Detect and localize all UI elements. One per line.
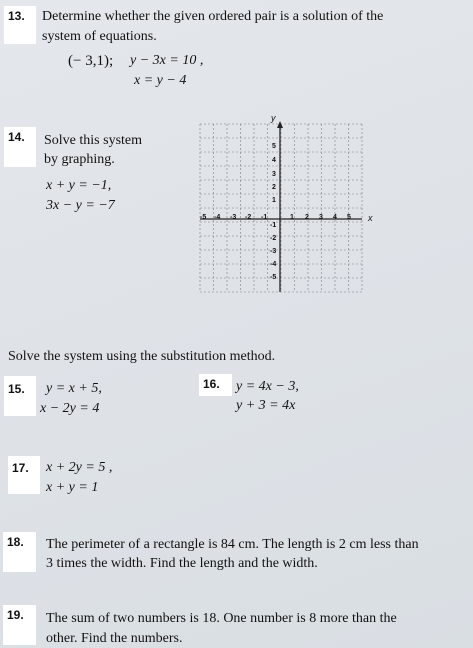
grid-lines <box>200 124 362 292</box>
y-tick-label: 3 <box>272 171 276 178</box>
problem-18-number <box>3 532 36 572</box>
x-tick-label: -5 <box>200 214 207 221</box>
y-axis-label: y <box>271 113 276 123</box>
problem-19-text-line1: The sum of two numbers is 18. One number is 8 more than the <box>46 611 397 626</box>
problem-13-text-line1: Determine whether the given ordered pair is a solution of the <box>42 9 384 24</box>
problem-14-equation-1: x + y = −1, <box>46 178 112 193</box>
x-tick-label: 2 <box>305 214 309 221</box>
problem-14-number <box>4 127 36 167</box>
y-tick-label: -2 <box>270 235 277 242</box>
y-tick-label: -5 <box>270 274 277 281</box>
x-tick-label: 1 <box>290 214 294 221</box>
x-axis-label: x <box>368 213 373 223</box>
section-heading: Solve the system using the substitution method. <box>8 349 276 364</box>
problem-16-number <box>199 374 232 396</box>
problem-18-number-text: 18. <box>7 535 24 549</box>
problem-13-number <box>4 6 36 44</box>
problem-16-equation-1: y = 4x − 3, <box>236 379 299 394</box>
problem-16-equation-2: y + 3 = 4x <box>236 398 296 413</box>
x-tick-label: 5 <box>347 214 351 221</box>
problem-15-equation-1: y = x + 5, <box>46 381 102 396</box>
y-tick-label: 5 <box>272 143 276 150</box>
problem-15-number <box>4 376 36 416</box>
problem-13-equation-2: x = y − 4 <box>134 73 187 88</box>
x-tick-label: 4 <box>333 214 337 221</box>
y-tick-label: -4 <box>270 261 277 268</box>
problem-14-equation-2: 3x − y = −7 <box>46 198 115 213</box>
problem-13-ordered-pair: (− 3,1); <box>68 53 114 69</box>
coordinate-grid <box>196 120 376 300</box>
y-axis-arrow-icon <box>277 121 283 128</box>
problem-17-equation-1: x + 2y = 5 , <box>46 460 113 475</box>
problem-19-text-line2: other. Find the numbers. <box>46 631 183 646</box>
y-tick-label: -3 <box>270 248 277 255</box>
y-tick-label: 2 <box>272 184 276 191</box>
problem-13-text-line2: system of equations. <box>42 29 157 44</box>
x-tick-label: -2 <box>245 214 252 221</box>
y-tick-label: 1 <box>272 197 276 204</box>
problem-15-equation-2: x − 2y = 4 <box>40 401 100 416</box>
problem-19-number <box>3 605 36 645</box>
y-tick-label: -1 <box>270 222 277 229</box>
problem-14-number-text: 14. <box>8 130 25 144</box>
problem-17-number <box>8 456 40 494</box>
x-tick-label: -4 <box>214 214 221 221</box>
problem-13-number-text: 13. <box>8 9 25 23</box>
x-tick-label: -3 <box>230 214 237 221</box>
problem-14-text-line1: Solve this system <box>44 133 143 148</box>
y-tick-label: 4 <box>272 157 276 164</box>
x-tick-label: -1 <box>261 214 268 221</box>
problem-15-number-text: 15. <box>8 382 25 396</box>
problem-13-equation-1: y − 3x = 10 , <box>130 53 204 68</box>
problem-18-text-line2: 3 times the width. Find the length and the width. <box>46 556 318 571</box>
problem-19-number-text: 19. <box>7 608 24 622</box>
problem-17-number-text: 17. <box>12 461 29 475</box>
problem-17-equation-2: x + y = 1 <box>46 480 99 495</box>
problem-14-text-line2: by graphing. <box>44 152 115 167</box>
problem-16-number-text: 16. <box>203 377 220 391</box>
problem-18-text-line1: The perimeter of a rectangle is 84 cm. The length is 2 cm less than <box>46 537 419 552</box>
x-tick-label: 3 <box>319 214 323 221</box>
